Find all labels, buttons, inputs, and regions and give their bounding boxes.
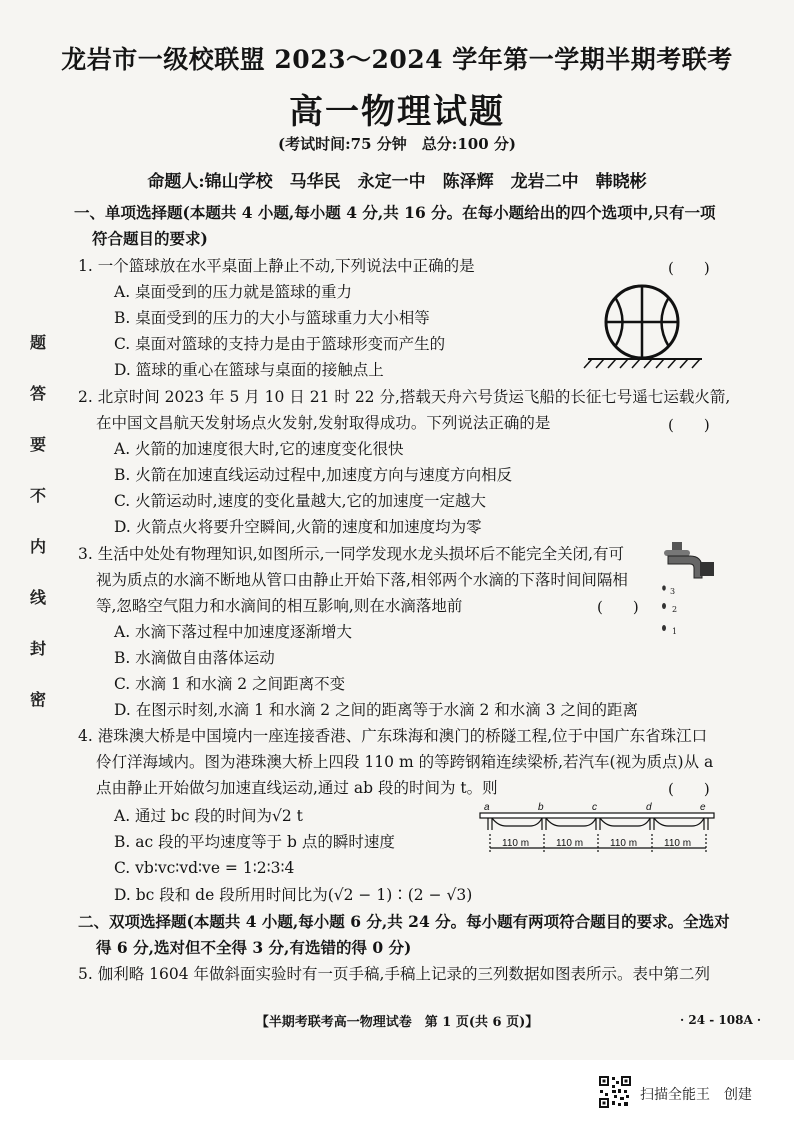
section-heading-cont: 得 6 分,选对但不全得 3 分,有选错的得 0 分): [96, 938, 412, 957]
margin-char: 线: [29, 588, 46, 607]
section-heading-cont: 符合题目的要求): [92, 229, 208, 248]
margin-char: 密: [29, 690, 46, 709]
point-label-c: c: [592, 802, 597, 813]
answer-paren: ( ): [668, 416, 710, 434]
option-b: B. ac 段的平均速度等于 b 点的瞬时速度: [114, 833, 395, 851]
margin-char: 要: [29, 435, 46, 454]
drop-label: 2: [672, 605, 678, 614]
option-c: C. vb∶vc∶vd∶ve = 1∶2∶3∶4: [114, 859, 295, 877]
span-label: 110 m: [502, 838, 530, 849]
drop-label: 3: [670, 587, 676, 596]
paper-code: · 24 - 108A ·: [680, 1013, 762, 1027]
question-1-stem: 1. 一个篮球放在水平桌面上静止不动,下列说法中正确的是: [78, 257, 475, 275]
section-heading: 一、单项选择题(本题共 4 小题,每小题 4 分,共 16 分。在每小题给出的四个选项中,只有一项: [74, 203, 716, 222]
seal-line-margin: [28, 330, 48, 710]
question-3-stem-cont: 视为质点的水滴不断地从管口由静止开始下落,相邻两个水滴的下落时间间隔相: [96, 571, 628, 589]
option-d: D. 篮球的重心在篮球与桌面的接触点上: [114, 361, 384, 379]
faucet-figure: [650, 538, 720, 650]
answer-paren: ( ): [597, 598, 639, 616]
point-label-e: e: [700, 802, 706, 813]
question-3-stem: 3. 生活中处处有物理知识,如图所示,一同学发现水龙头损坏后不能完全关闭,有可: [78, 545, 624, 563]
point-label-a: a: [484, 802, 490, 813]
question-3-stem-cont: 等,忽略空气阻力和水滴间的相互影响,则在水滴落地前: [96, 597, 463, 615]
qr-code-icon: [598, 1075, 632, 1109]
margin-char: 不: [29, 486, 46, 505]
option-b: B. 火箭在加速直线运动过程中,加速度方向与速度方向相反: [114, 466, 513, 484]
exam-info: (考试时间:75 分钟 总分:100 分): [278, 135, 516, 153]
option-b: B. 水滴做自由落体运动: [114, 649, 275, 667]
option-d: D. 火箭点火将要升空瞬间,火箭的速度和加速度均为零: [114, 518, 482, 536]
question-4-stem-cont: 点由静止开始做匀加速直线运动,通过 ab 段的时间为 t。则: [96, 779, 498, 797]
point-label-b: b: [538, 802, 544, 813]
question-2-stem-cont: 在中国文昌航天发射场点火发射,发射取得成功。下列说法正确的是: [96, 414, 551, 432]
option-d: D. 在图示时刻,水滴 1 和水滴 2 之间的距离等于水滴 2 和水滴 3 之间的距离: [114, 701, 639, 719]
option-c: C. 水滴 1 和水滴 2 之间距离不变: [114, 675, 346, 693]
span-label: 110 m: [664, 838, 692, 849]
drop-label: 1: [672, 627, 678, 636]
question-2-stem: 2. 北京时间 2023 年 5 月 10 日 21 时 22 分,搭载天舟六号货运飞船的长征七号遥七运载火箭,: [78, 388, 731, 406]
scanner-label: 扫描全能王 创建: [640, 1087, 752, 1103]
option-a: A. 火箭的加速度很大时,它的速度变化很快: [114, 440, 404, 458]
exam-title: 龙岩市一级校联盟 2023～2024 学年第一学期半期考联考: [61, 45, 733, 74]
basketball-figure: [580, 284, 710, 370]
option-a: A. 桌面受到的压力就是篮球的重力: [114, 283, 353, 301]
margin-char: 内: [29, 537, 46, 556]
margin-char: 封: [29, 639, 46, 658]
option-d: D. bc 段和 de 段所用时间比为(√2 − 1)∶(2 − √3): [114, 886, 473, 904]
point-label-d: d: [646, 802, 652, 813]
option-a: A. 水滴下落过程中加速度逐渐增大: [114, 623, 353, 641]
margin-char: 答: [29, 384, 46, 403]
question-4-stem-cont: 伶仃洋海域内。图为港珠澳大桥上四段 110 m 的等跨钢箱连续梁桥,若汽车(视为质点)从 a: [96, 753, 714, 771]
question-4-stem: 4. 港珠澳大桥是中国境内一座连接香港、广东珠海和澳门的桥隧工程,位于中国广东省珠江口: [78, 727, 708, 745]
answer-paren: ( ): [668, 259, 710, 277]
section-heading: 二、双项选择题(本题共 4 小题,每小题 6 分,共 24 分。每小题有两项符合题目的要求。全选对: [78, 912, 730, 931]
margin-char: 题: [29, 333, 46, 352]
span-label: 110 m: [610, 838, 638, 849]
exam-authors: 命题人:锦山学校 马华民 永定一中 陈泽辉 龙岩二中 韩晓彬: [147, 172, 647, 192]
option-a: A. 通过 bc 段的时间为√2 t: [114, 807, 303, 825]
page-footer: 【半期考联考高一物理试卷 第 1 页(共 6 页)】: [255, 1015, 539, 1030]
option-b: B. 桌面受到的压力的大小与篮球重力大小相等: [114, 309, 430, 327]
option-c: C. 桌面对篮球的支持力是由于篮球形变而产生的: [114, 335, 446, 353]
answer-paren: ( ): [668, 780, 710, 798]
span-label: 110 m: [556, 838, 584, 849]
bridge-figure: [476, 800, 722, 866]
question-5-stem: 5. 伽利略 1604 年做斜面实验时有一页手稿,手稿上记录的三列数据如图表所示。表中第二列: [78, 965, 710, 983]
exam-subject-title: 高一物理试题: [289, 92, 505, 132]
option-c: C. 火箭运动时,速度的变化量越大,它的加速度一定越大: [114, 492, 487, 510]
